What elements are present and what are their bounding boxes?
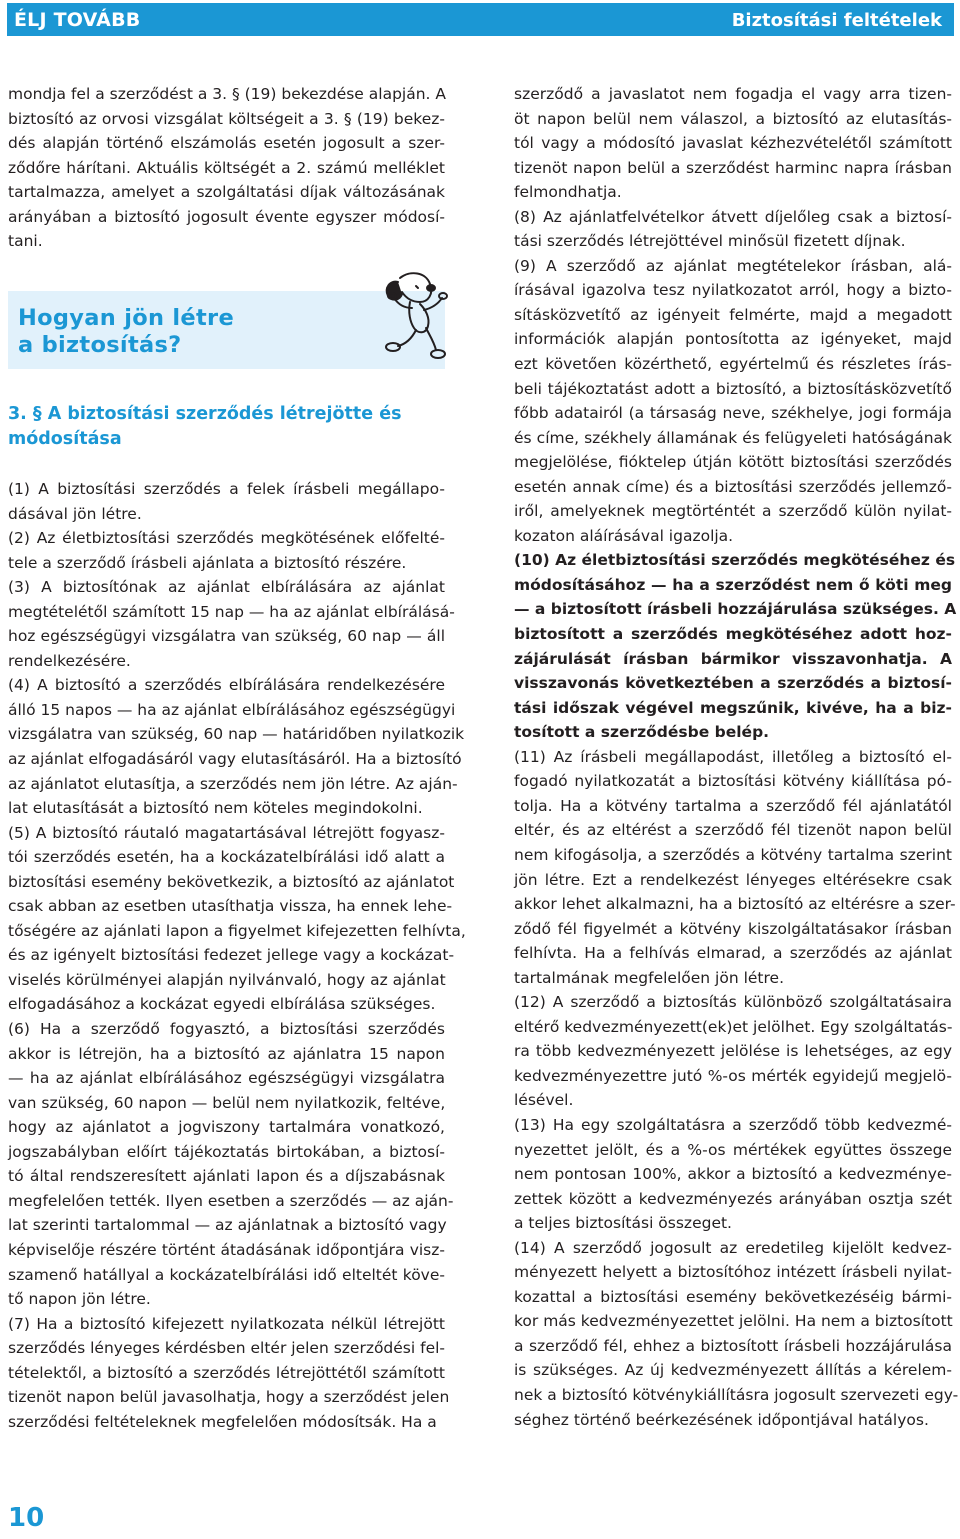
paragraph-11 [514, 745, 956, 990]
text-line: tizenöt napon belül a szerződést harminc napra írásban [514, 158, 952, 177]
text-line: (9) A szerződő az ajánlat megtételekor írásban, alá- [514, 256, 952, 275]
text-line: tolja. Ha a kötvény tartalma a szerződő fél ajánlatától [514, 796, 952, 815]
text-line: sításközvetítő az igényeit felmérte, majd a megadott [514, 305, 952, 324]
text-line: megjelölése, fióktelep útján kötött biztosítási szerződés [514, 453, 952, 472]
text-line: van szükség, 60 napon — belül nem nyilatkozik, feltéve, [8, 1093, 446, 1112]
text-line: visszavonás következtében a szerződés a biztosí- [514, 674, 952, 693]
text-line: (2) Az életbiztosítási szerződés megkötésének előfelté- [8, 529, 445, 548]
paragraph-4 [8, 673, 465, 820]
text-line: öt napon belül nem válaszol, a biztosító az elutasítás- [514, 109, 952, 128]
text-line: (6) Ha a szerződő fogyasztó, a biztosítási szerződés [8, 1020, 445, 1039]
text-line: beli tájékoztatást adott a biztosító, a biztosításközvetítő [514, 379, 952, 398]
text-line: kor más kedvezményezettet jelölni. Ha nem a biztosított [514, 1312, 953, 1331]
text-line: és az igényelt biztosítási fedezet jellege vagy a kockázat- [8, 946, 455, 965]
text-line: kozaton aláírásával igazolja. [514, 526, 734, 545]
text-line: viselés körülményei alapján nyilvánvaló, hogy az ajánlat [8, 970, 446, 989]
text-line: kozattal a biztosítási esemény bekövetkezéséig bármi- [514, 1287, 952, 1306]
text-line: (13) Ha egy szolgáltatásra a szerződő több kedvezmé- [514, 1115, 952, 1134]
text-line: szerződő a javaslatot nem fogadja el vagy arra tizen- [514, 85, 952, 103]
paragraph-7 [8, 1312, 450, 1435]
text-line: ződő fél figyelmét a kötvény kiszolgáltatásakor írásban [514, 919, 952, 938]
text-line: nyezettet jelölt, és a %-os mértékek együttes összege [514, 1140, 952, 1159]
text-line: hogy az ajánlatot a jogviszony tartalmára vonatkozó, [8, 1118, 445, 1137]
paragraph-7-continued [514, 82, 952, 205]
text-line: eltér, és az eltérést a szerződő fél tizenöt napon belül [514, 821, 952, 840]
text-line: szerződési feltételeknek megfelelően módosítsák. Ha a [8, 1412, 437, 1431]
text-line: tól vagy a módosító javaslat kézhezvételétől számított [514, 134, 952, 153]
text-line: ményezett helyett a biztosítóhoz intézett írásbeli nyilat- [514, 1263, 952, 1282]
text-line: a szerződő fél, ehhez a biztosított írásbeli hozzájárulása [514, 1336, 952, 1355]
text-line: — ha az ajánlat elbírálásához egészségügyi vizsgálatra [8, 1069, 445, 1088]
text-line: fogadó nyilatkozatát a biztosítási kötvény kiállítása pó- [514, 772, 952, 791]
text-line: (4) A biztosító a szerződés elbírálására rendelkezésére [8, 676, 445, 695]
text-line: szerződés lényeges kérdésben eltér jelen szerződési fel- [8, 1339, 446, 1358]
text-line: akkor is létrejön, ha a biztosító az ajánlatra 15 napon [8, 1044, 445, 1063]
text-line: felhívta. Ha a felhívás elmarad, a szerződés az ajánlat [514, 944, 952, 963]
text-line: vizsgálatra van szükség, 60 nap — határidőben nyilatkozik [8, 725, 465, 744]
text-line: nek a biztosító kötvénykiállításra jogosult szervezeti egy- [514, 1385, 959, 1404]
text-line: dés alapján történő elszámolás esetén jogosult a szer- [8, 134, 445, 153]
text-line: is szükséges. Az új kedvezményezett állítás a kérelem- [514, 1361, 952, 1380]
text-line: tási időszak végével megszűnik, kivéve, ha a biz- [514, 698, 952, 717]
text-line: (1) A biztosítási szerződés a felek írásbeli megállapo- [8, 480, 445, 498]
paragraph-2 [8, 526, 445, 575]
paragraph-14 [514, 1236, 959, 1432]
text-line: nem kifogásolja, a szerződés a kötvény tartalma szerint [514, 845, 952, 864]
text-line: az ajánlat elfogadásáról vagy elutasításáról. Ha a biztosító [8, 750, 462, 769]
text-line: lat elutasítását a biztosító nem köteles megindokolni. [8, 799, 423, 818]
paragraph-13 [514, 1113, 952, 1236]
text-line: álló 15 napos — ha az ajánlat elbírálásához egészségügyi [8, 700, 456, 719]
text-line: tételektől, a biztosító a szerződés létrejöttétől számított [8, 1363, 445, 1382]
text-line: (5) A biztosító ráutaló magatartásával létrejött fogyasz- [8, 823, 445, 842]
text-line: lat szerinti tartalommal — az ajánlatnak a biztosító vagy [8, 1216, 447, 1235]
text-line: eltérő kedvezményezett(ek)et jelölhet. Egy szolgáltatás- [514, 1017, 953, 1036]
text-line: tartalmának megfelelően jön létre. [514, 968, 784, 987]
text-line: mondja fel a szerződést a 3. § (19) bekezdése alapján. A [8, 85, 446, 103]
text-line: tő napon jön létre. [8, 1290, 151, 1309]
header-brand: ÉLJ TOVÁBB [14, 9, 141, 31]
text-line: a teljes biztosítási összeget. [514, 1214, 732, 1233]
right-column [514, 82, 959, 1432]
text-line: biztosítási esemény bekövetkezik, a biztosító az ajánlatot [8, 872, 455, 891]
text-line: rendelkezésére. [8, 651, 131, 670]
text-line: kedvezményezettre jutó %-os mérték egyidejű megjelö- [514, 1066, 952, 1085]
text-line: képviselője részére történt átadásának időpontjára visz- [8, 1240, 445, 1259]
text-line: — a biztosított írásbeli hozzájárulása szükséges. A [514, 600, 957, 619]
text-line: (12) A szerződő a biztosítás különböző szolgáltatásaira [514, 993, 952, 1012]
text-line: hoz egészségügyi vizsgálatra van szükség, 60 nap — áll [8, 627, 445, 646]
paragraph-12 [514, 990, 952, 1113]
text-line: tosított a szerződésbe belép. [514, 723, 770, 742]
callout-title-line-1: Hogyan jön létre [18, 305, 235, 331]
text-line: tartalmazza, amelyet a szolgáltatási díjak változásának [8, 183, 445, 202]
text-line: (10) Az életbiztosítási szerződés megkötéséhez és [514, 551, 956, 570]
paragraph-3 [8, 575, 455, 673]
text-line: tele a szerződő írásbeli ajánlata a biztosító részére. [8, 553, 407, 572]
text-line: jön létre. Ezt a rendelkezést lényeges eltérésekre csak [514, 870, 952, 889]
text-line: iről, amelyeknek megtörténtét a szerződő külön nyilat- [514, 502, 952, 521]
mascot-illustration [380, 268, 448, 360]
text-line: ződőre hárítani. Aktuális költségét a 2. számú melléklet [8, 158, 445, 177]
paragraph-5 [8, 821, 466, 1017]
text-line: séghez történő beérkezésének időpontjával hatályos. [514, 1410, 929, 1429]
header-bar [7, 3, 954, 36]
text-line: (8) Az ajánlatfelvételkor átvett díjelőleg csak a biztosí- [514, 207, 952, 226]
text-line: módosításához — ha a szerződést nem ő köti meg [514, 575, 952, 594]
text-line: ra több kedvezményezett jelölése is lehetséges, az egy [514, 1042, 952, 1061]
paragraph-6 [8, 1017, 454, 1312]
intro-paragraph [8, 82, 445, 254]
text-line: lésével. [514, 1091, 574, 1110]
paragraph-10-bold [514, 548, 957, 744]
paragraph-1 [8, 477, 445, 526]
text-line: tizenöt napon belül javasolhatja, hogy a szerződést jelen [8, 1388, 450, 1407]
text-line: szamenő hatállyal a kockázatelbírálási idő elteltét köve- [8, 1265, 445, 1284]
text-line: (3) A biztosítónak az ajánlat elbírálására az ajánlat [8, 578, 445, 597]
text-line: tőségére az ajánlati lapon a figyelmet kifejezetten felhívta, [8, 921, 466, 940]
text-line: és címe, székhely államának és felügyeleti hatóságának [514, 428, 952, 447]
header-section-title: Biztosítási feltételek [731, 10, 942, 31]
text-line: jogszabályban előírt tájékoztatás birtokában, a biztosí- [8, 1142, 445, 1161]
text-line: tói szerződés esetén, ha a kockázatelbírálási idő alatt a [8, 848, 445, 867]
text-line: az ajánlatot elutasítja, a szerződés nem jön létre. Az aján- [8, 774, 458, 793]
text-line: nem pontosan 100%, akkor a biztosító a kedvezménye- [514, 1165, 952, 1184]
left-column-body [8, 477, 466, 1434]
text-line: tani. [8, 232, 43, 251]
text-line: felmondhatja. [514, 183, 622, 202]
text-line: dásával jön létre. [8, 504, 142, 523]
text-line: biztosító az orvosi vizsgálat költségeit a 3. § (19) bekez- [8, 109, 445, 128]
section-heading-line-1: 3. § A biztosítási szerződés létrejötte és [8, 404, 402, 424]
callout-title [18, 305, 234, 359]
text-line: esetén annak címe) és a biztosítási szerződés jellemző- [514, 477, 952, 496]
text-line: főbb adatairól (a társaság neve, székhelye, jogi formája [514, 404, 952, 423]
text-line: csak abban az esetben utasíthatja vissza, ha ennek lehe- [8, 897, 453, 916]
text-line: információk alapján pontosította az igényeket, majd [514, 330, 952, 349]
text-line: (11) Az írásbeli megállapodást, illetőleg a biztosító el- [514, 747, 952, 766]
text-line: arányában a biztosító jogosult évente egyszer módosí- [8, 207, 445, 226]
text-line: ezt követően közérthető, egyértelmű és részletes írás- [514, 355, 952, 374]
text-line: biztosított a szerződés megkötéséhez adott hoz- [514, 625, 952, 644]
text-line: elfogadásához a kockázat egyedi elbírálása szükséges. [8, 995, 436, 1014]
text-line: tási szerződés létrejöttével minősül fizetett díjnak. [514, 232, 906, 251]
text-line: megtételétől számított 15 nap — ha az ajánlat elbírálásá- [8, 602, 455, 621]
text-line: tó által rendszeresített ajánlati lapon és a díjszabásnak [8, 1167, 445, 1186]
paragraph-8 [514, 205, 952, 254]
page-number: 10 [8, 1503, 45, 1533]
left-column-intro [8, 82, 445, 254]
text-line: írásával igazolva tesz nyilatkozatot arról, hogy a bizto- [514, 281, 952, 300]
section-heading [8, 402, 445, 452]
paragraph-9 [514, 254, 952, 549]
text-line: zettek között a kedvezményezés arányában osztja szét [514, 1189, 952, 1208]
section-heading-line-2: módosítása [8, 429, 122, 449]
text-line: (7) Ha a biztosító kifejezett nyilatkozata nélkül létrejött [8, 1314, 445, 1333]
text-line: megfelelően tették. Ilyen esetben a szerződés — az aján- [8, 1191, 454, 1210]
callout-title-line-2: a biztosítás? [18, 332, 182, 358]
text-line: akkor lehet alkalmazni, ha a biztosító az eltérésre a szer- [514, 895, 956, 914]
text-line: zájárulását írásban bármikor visszavonhatja. A [514, 649, 952, 668]
text-line: (14) A szerződő jogosult az eredetileg kijelölt kedvez- [514, 1238, 952, 1257]
